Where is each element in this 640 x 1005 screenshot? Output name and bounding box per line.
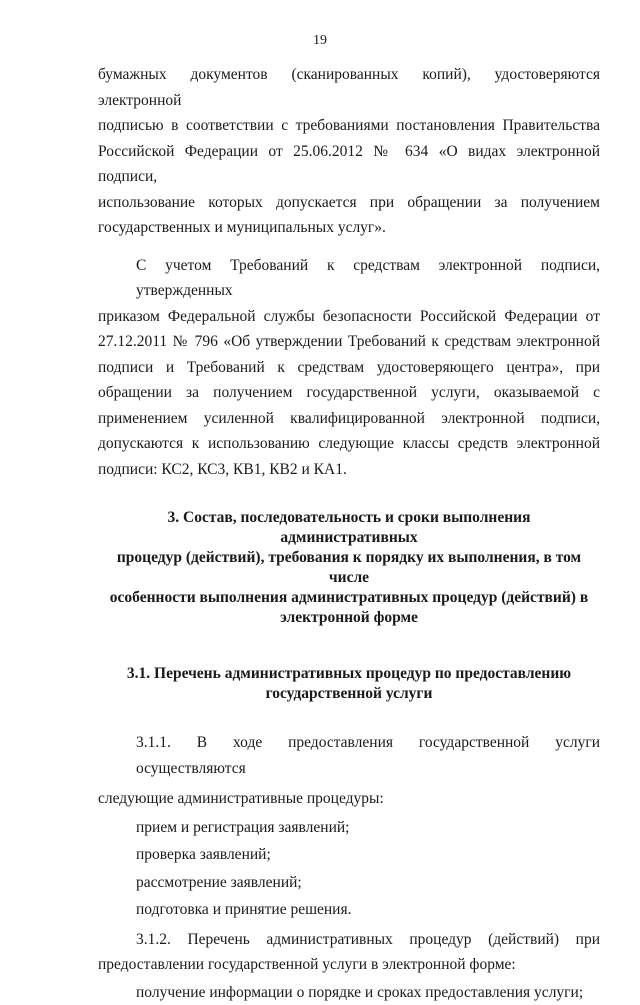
text-line: 27.12.2011 № 796 «Об утверждении Требований к средствам электронной: [98, 329, 600, 355]
list-item: получение информации о порядке и сроках предоставления услуги;: [98, 980, 600, 1005]
text-line: подписи: КС2, КС3, КВ1, КВ2 и КА1.: [98, 457, 600, 483]
electronic-procedures-list: [98, 980, 600, 1005]
heading-line: государственной услуги: [98, 684, 600, 704]
text-line: следующие административные процедуры:: [98, 786, 600, 812]
paragraph-3-1-1: [98, 730, 600, 812]
list-item: проверка заявлений;: [98, 842, 600, 868]
paragraph-3-1-2: [98, 927, 600, 978]
text-line: С учетом Требований к средствам электронной подписи, утвержденных: [98, 253, 600, 304]
text-line: 3.1.2. Перечень административных процедур (действий) при: [98, 927, 600, 953]
text-line: 3.1.1. В ходе предоставления государственной услуги осуществляются: [98, 730, 600, 781]
section-3-1-heading: [98, 664, 600, 704]
page-number: 19: [0, 33, 640, 49]
text-line: применением усиленной квалифицированной электронной подписи,: [98, 406, 600, 432]
paragraph-signature-classes: [98, 253, 600, 483]
text-line: обращении за получением государственной услуги, оказываемой с: [98, 380, 600, 406]
list-item: подготовка и принятие решения.: [98, 897, 600, 923]
procedures-list: [98, 815, 600, 923]
text-line: подписи и Требований к средствам удостоверяющего центра», при: [98, 355, 600, 381]
section-3-heading: [98, 508, 600, 628]
heading-line: 3. Состав, последовательность и сроки выполнения административных: [100, 508, 598, 548]
list-item: рассмотрение заявлений;: [98, 870, 600, 896]
text-line: допускаются к использованию следующие классы средств электронной: [98, 431, 600, 457]
heading-line: электронной форме: [100, 608, 598, 628]
text-line: подписью в соответствии с требованиями постановления Правительства: [98, 113, 600, 139]
page-content: [98, 62, 600, 1005]
text-line: бумажных документов (сканированных копий), удостоверяются электронной: [98, 62, 600, 113]
heading-line: особенности выполнения административных процедур (действий) в: [100, 588, 598, 608]
heading-line: процедур (действий), требования к порядку их выполнения, в том числе: [100, 548, 598, 588]
list-item: прием и регистрация заявлений;: [98, 815, 600, 841]
text-line: приказом Федеральной службы безопасности Российской Федерации от: [98, 304, 600, 330]
paragraph-electronic-signature: [98, 62, 600, 241]
text-line: государственных и муниципальных услуг».: [98, 215, 600, 241]
text-line: Российской Федерации от 25.06.2012 № 634 «О видах электронной подписи,: [98, 139, 600, 190]
heading-line: 3.1. Перечень административных процедур по предоставлению: [98, 664, 600, 684]
text-line: предоставлении государственной услуги в электронной форме:: [98, 952, 600, 978]
text-line: использование которых допускается при обращении за получением: [98, 190, 600, 216]
